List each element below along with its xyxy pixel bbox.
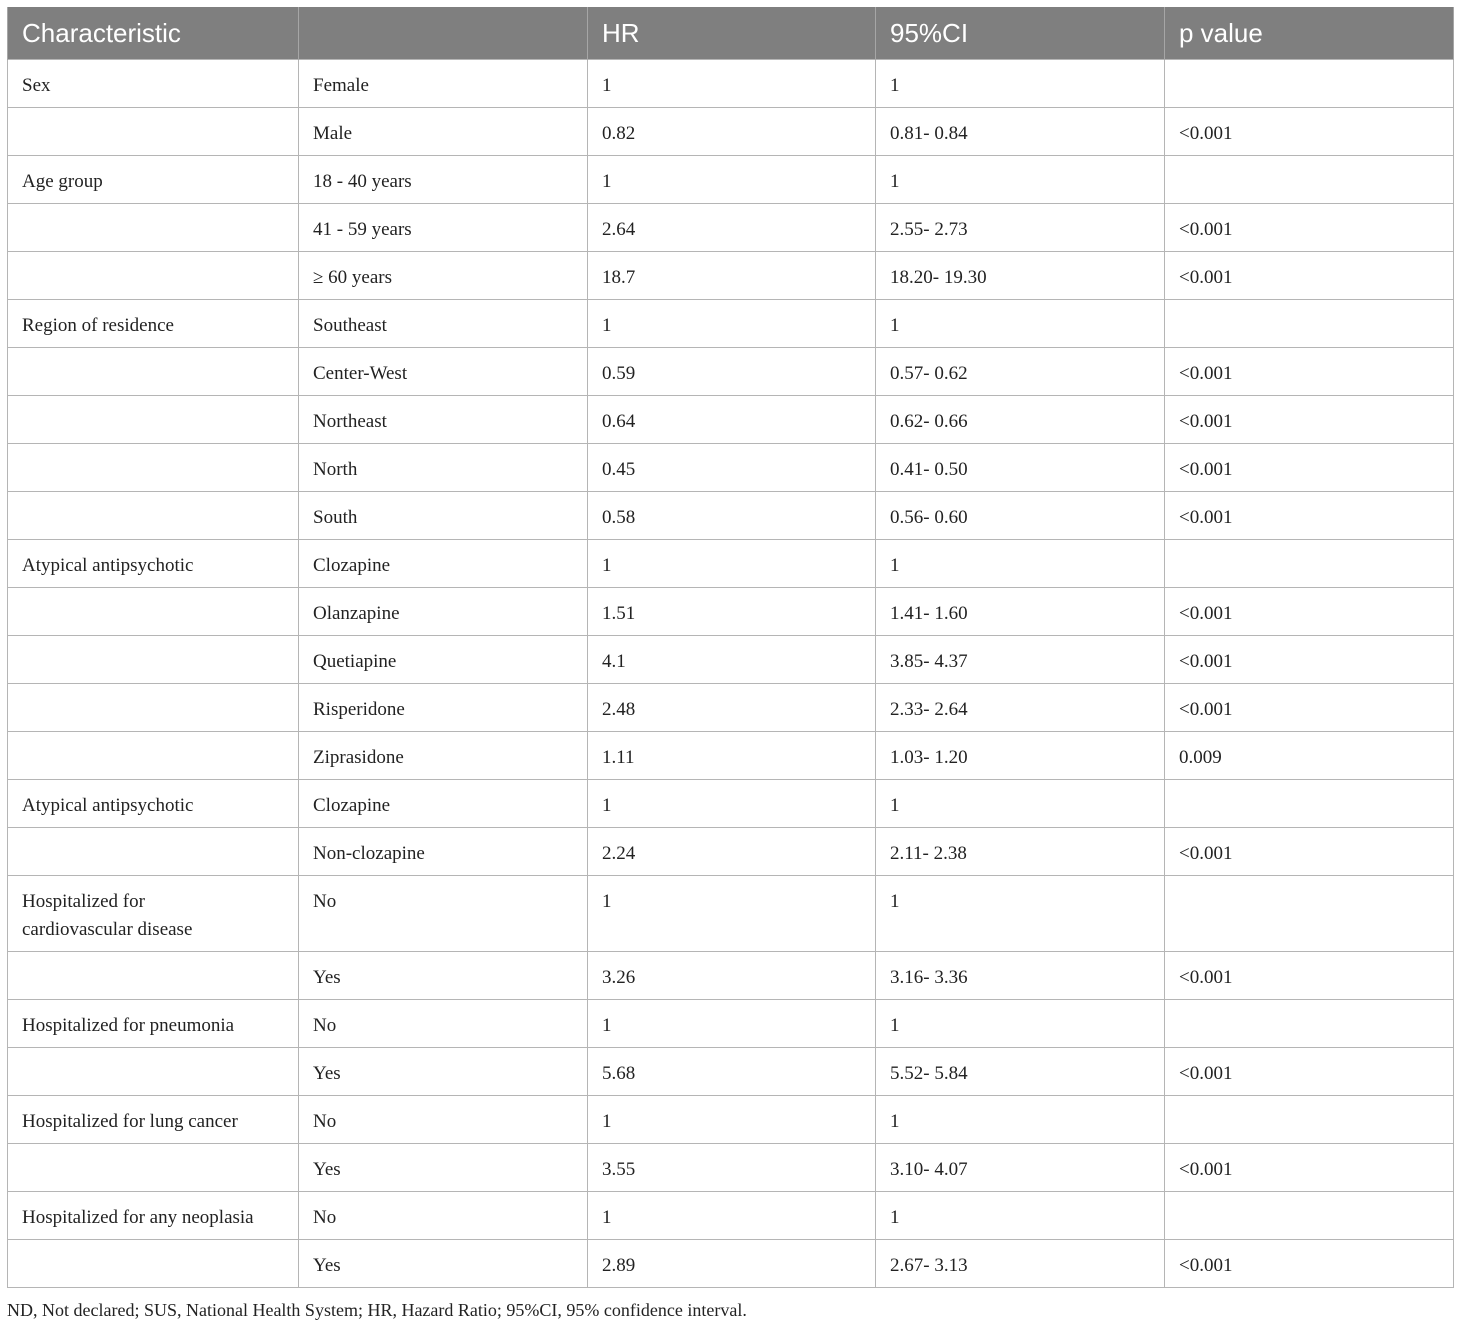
cell-level: No xyxy=(299,1000,588,1048)
cell-hr: 2.64 xyxy=(588,204,876,252)
cell-characteristic xyxy=(8,348,299,396)
cell-ci: 0.56- 0.60 xyxy=(876,492,1165,540)
table-row xyxy=(8,828,1454,876)
cell-hr: 1 xyxy=(588,300,876,348)
cell-level: Yes xyxy=(299,1240,588,1288)
table-row xyxy=(8,252,1454,300)
table-row xyxy=(8,636,1454,684)
cell-hr: 2.24 xyxy=(588,828,876,876)
cell-characteristic xyxy=(8,1048,299,1096)
table-row xyxy=(8,492,1454,540)
cell-characteristic xyxy=(8,252,299,300)
table-row xyxy=(8,684,1454,732)
hazard-ratio-table-container xyxy=(7,7,1453,1288)
cell-hr: 0.82 xyxy=(588,108,876,156)
table-row xyxy=(8,1240,1454,1288)
table-row xyxy=(8,732,1454,780)
cell-level: Ziprasidone xyxy=(299,732,588,780)
cell-p-value: 0.009 xyxy=(1165,732,1454,780)
cell-level: Center-West xyxy=(299,348,588,396)
cell-level: Southeast xyxy=(299,300,588,348)
cell-characteristic xyxy=(8,396,299,444)
cell-hr: 0.58 xyxy=(588,492,876,540)
cell-level: Risperidone xyxy=(299,684,588,732)
table-header xyxy=(8,7,1454,60)
cell-hr: 1 xyxy=(588,1096,876,1144)
cell-level: No xyxy=(299,1096,588,1144)
cell-ci: 2.11- 2.38 xyxy=(876,828,1165,876)
cell-p-value: <0.001 xyxy=(1165,1048,1454,1096)
cell-ci: 1 xyxy=(876,60,1165,108)
cell-hr: 0.45 xyxy=(588,444,876,492)
cell-level: Non-clozapine xyxy=(299,828,588,876)
cell-hr: 1.51 xyxy=(588,588,876,636)
cell-p-value xyxy=(1165,540,1454,588)
header-row xyxy=(8,7,1454,60)
header-p-value: p value xyxy=(1165,7,1454,60)
table-row xyxy=(8,1000,1454,1048)
cell-hr: 1 xyxy=(588,1192,876,1240)
cell-p-value: <0.001 xyxy=(1165,444,1454,492)
cell-ci: 1 xyxy=(876,1096,1165,1144)
cell-characteristic: Sex xyxy=(8,60,299,108)
cell-characteristic: Hospitalized for cardiovascular disease xyxy=(8,876,299,952)
hazard-ratio-table xyxy=(7,7,1454,1288)
cell-hr: 1 xyxy=(588,876,876,952)
cell-level: Northeast xyxy=(299,396,588,444)
table-footnote: ND, Not declared; SUS, National Health System; HR, Hazard Ratio; 95%CI, 95% confidence interval. xyxy=(7,1300,747,1320)
cell-ci: 0.62- 0.66 xyxy=(876,396,1165,444)
table-row xyxy=(8,1192,1454,1240)
cell-ci: 2.55- 2.73 xyxy=(876,204,1165,252)
table-row xyxy=(8,396,1454,444)
table-row xyxy=(8,780,1454,828)
cell-characteristic xyxy=(8,588,299,636)
cell-p-value: <0.001 xyxy=(1165,1144,1454,1192)
cell-characteristic xyxy=(8,1240,299,1288)
cell-level: 41 - 59 years xyxy=(299,204,588,252)
table-row xyxy=(8,444,1454,492)
cell-p-value: <0.001 xyxy=(1165,348,1454,396)
cell-characteristic xyxy=(8,636,299,684)
table-row xyxy=(8,540,1454,588)
cell-p-value: <0.001 xyxy=(1165,492,1454,540)
table-row xyxy=(8,588,1454,636)
cell-hr: 1 xyxy=(588,540,876,588)
cell-characteristic xyxy=(8,492,299,540)
cell-characteristic xyxy=(8,732,299,780)
cell-p-value: <0.001 xyxy=(1165,108,1454,156)
cell-p-value: <0.001 xyxy=(1165,1240,1454,1288)
cell-characteristic: Hospitalized for pneumonia xyxy=(8,1000,299,1048)
cell-characteristic xyxy=(8,204,299,252)
cell-level: South xyxy=(299,492,588,540)
table-row xyxy=(8,1048,1454,1096)
cell-p-value: <0.001 xyxy=(1165,252,1454,300)
cell-p-value: <0.001 xyxy=(1165,636,1454,684)
cell-p-value: <0.001 xyxy=(1165,204,1454,252)
cell-p-value: <0.001 xyxy=(1165,588,1454,636)
cell-level: Yes xyxy=(299,952,588,1000)
cell-characteristic xyxy=(8,828,299,876)
cell-ci: 2.33- 2.64 xyxy=(876,684,1165,732)
table-row xyxy=(8,108,1454,156)
header-ci: 95%CI xyxy=(876,7,1165,60)
cell-p-value xyxy=(1165,1192,1454,1240)
table-row xyxy=(8,1096,1454,1144)
cell-ci: 1 xyxy=(876,876,1165,952)
table-row xyxy=(8,300,1454,348)
cell-p-value xyxy=(1165,300,1454,348)
table-body xyxy=(8,60,1454,1288)
cell-ci: 1 xyxy=(876,1000,1165,1048)
cell-hr: 1 xyxy=(588,780,876,828)
cell-ci: 1 xyxy=(876,156,1165,204)
cell-p-value xyxy=(1165,60,1454,108)
cell-level: Clozapine xyxy=(299,780,588,828)
cell-characteristic: Atypical antipsychotic xyxy=(8,540,299,588)
cell-hr: 5.68 xyxy=(588,1048,876,1096)
cell-level: Quetiapine xyxy=(299,636,588,684)
cell-characteristic xyxy=(8,108,299,156)
table-row xyxy=(8,348,1454,396)
cell-ci: 3.10- 4.07 xyxy=(876,1144,1165,1192)
table-row xyxy=(8,204,1454,252)
cell-p-value xyxy=(1165,156,1454,204)
cell-hr: 1 xyxy=(588,60,876,108)
cell-ci: 18.20- 19.30 xyxy=(876,252,1165,300)
cell-ci: 5.52- 5.84 xyxy=(876,1048,1165,1096)
cell-characteristic: Age group xyxy=(8,156,299,204)
table-row xyxy=(8,876,1454,952)
header-level xyxy=(299,7,588,60)
cell-hr: 2.48 xyxy=(588,684,876,732)
cell-ci: 0.57- 0.62 xyxy=(876,348,1165,396)
cell-ci: 1.41- 1.60 xyxy=(876,588,1165,636)
cell-hr: 3.55 xyxy=(588,1144,876,1192)
cell-hr: 0.64 xyxy=(588,396,876,444)
cell-level: Clozapine xyxy=(299,540,588,588)
cell-level: Female xyxy=(299,60,588,108)
cell-ci: 1 xyxy=(876,1192,1165,1240)
cell-ci: 1.03- 1.20 xyxy=(876,732,1165,780)
cell-level: Yes xyxy=(299,1144,588,1192)
cell-ci: 2.67- 3.13 xyxy=(876,1240,1165,1288)
cell-hr: 1 xyxy=(588,1000,876,1048)
cell-ci: 3.85- 4.37 xyxy=(876,636,1165,684)
cell-ci: 0.81- 0.84 xyxy=(876,108,1165,156)
cell-level: 18 - 40 years xyxy=(299,156,588,204)
cell-p-value xyxy=(1165,1096,1454,1144)
cell-level: North xyxy=(299,444,588,492)
cell-p-value xyxy=(1165,780,1454,828)
cell-level: No xyxy=(299,1192,588,1240)
cell-hr: 1 xyxy=(588,156,876,204)
cell-level: No xyxy=(299,876,588,952)
cell-level: Yes xyxy=(299,1048,588,1096)
cell-characteristic: Region of residence xyxy=(8,300,299,348)
cell-characteristic xyxy=(8,444,299,492)
cell-p-value: <0.001 xyxy=(1165,684,1454,732)
cell-hr: 18.7 xyxy=(588,252,876,300)
cell-ci: 3.16- 3.36 xyxy=(876,952,1165,1000)
cell-p-value: <0.001 xyxy=(1165,952,1454,1000)
table-row xyxy=(8,60,1454,108)
cell-characteristic: Hospitalized for any neoplasia xyxy=(8,1192,299,1240)
cell-hr: 0.59 xyxy=(588,348,876,396)
cell-hr: 4.1 xyxy=(588,636,876,684)
table-row xyxy=(8,156,1454,204)
cell-level: ≥ 60 years xyxy=(299,252,588,300)
cell-characteristic: Atypical antipsychotic xyxy=(8,780,299,828)
header-characteristic: Characteristic xyxy=(8,7,299,60)
cell-level: Male xyxy=(299,108,588,156)
cell-hr: 2.89 xyxy=(588,1240,876,1288)
cell-ci: 1 xyxy=(876,300,1165,348)
cell-ci: 1 xyxy=(876,780,1165,828)
cell-p-value: <0.001 xyxy=(1165,828,1454,876)
cell-characteristic xyxy=(8,1144,299,1192)
cell-hr: 3.26 xyxy=(588,952,876,1000)
cell-level: Olanzapine xyxy=(299,588,588,636)
cell-p-value xyxy=(1165,876,1454,952)
cell-characteristic xyxy=(8,952,299,1000)
header-hr: HR xyxy=(588,7,876,60)
cell-p-value: <0.001 xyxy=(1165,396,1454,444)
cell-ci: 0.41- 0.50 xyxy=(876,444,1165,492)
cell-characteristic xyxy=(8,684,299,732)
cell-characteristic: Hospitalized for lung cancer xyxy=(8,1096,299,1144)
cell-ci: 1 xyxy=(876,540,1165,588)
cell-p-value xyxy=(1165,1000,1454,1048)
table-row xyxy=(8,952,1454,1000)
cell-hr: 1.11 xyxy=(588,732,876,780)
table-row xyxy=(8,1144,1454,1192)
